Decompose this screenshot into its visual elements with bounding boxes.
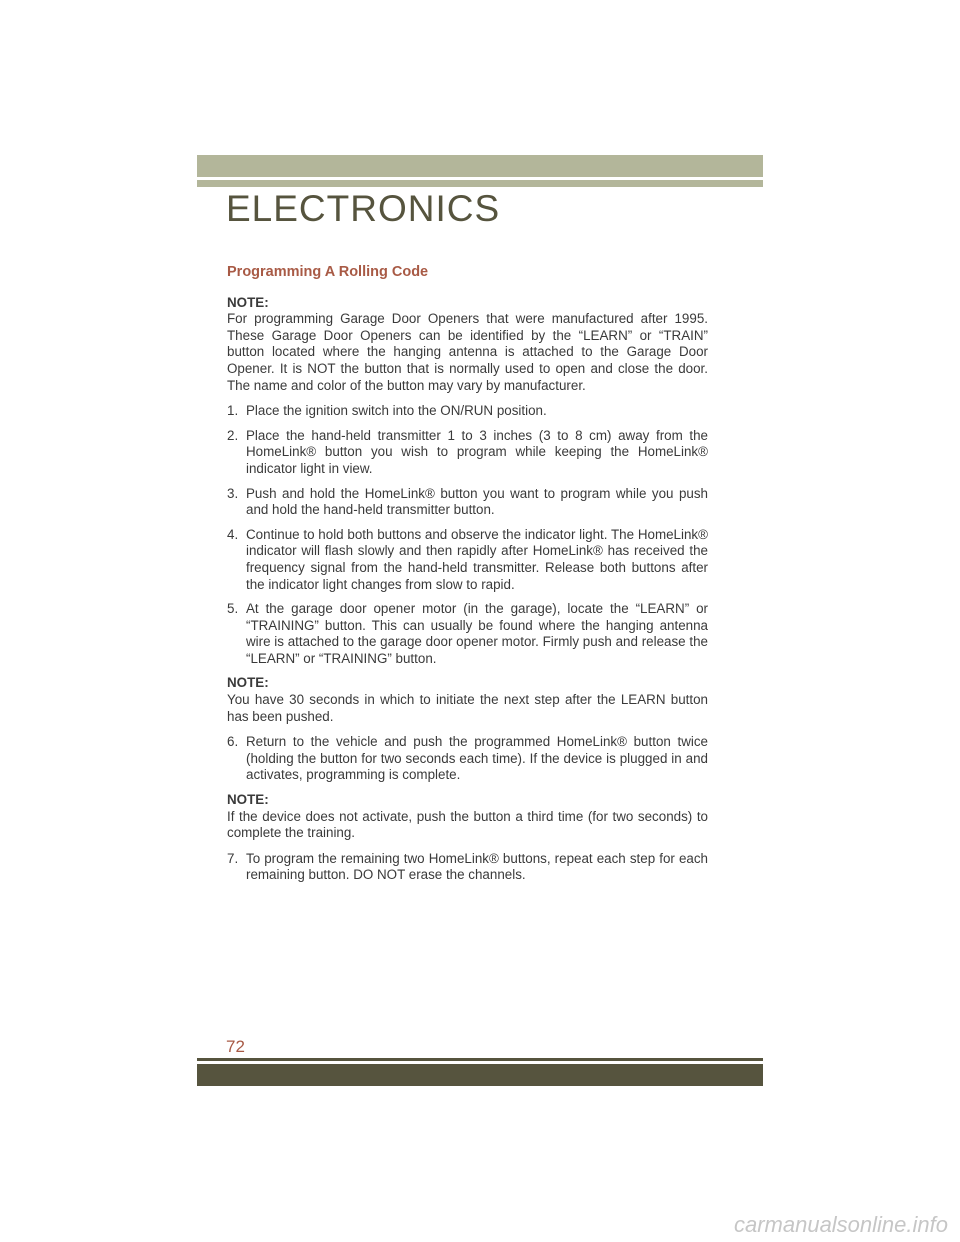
subsection-heading: Programming A Rolling Code: [227, 264, 429, 280]
step-text: Place the ignition switch into the ON/RUN position.: [246, 403, 547, 419]
page-number: 72: [226, 1037, 245, 1056]
header-rule: [197, 180, 763, 187]
step-text: At the garage door opener motor (in the garage), locate the “LEARN” or “TRAINING” button. This can usually be found where the hanging antenna wire is attached to the garage door opener motor. Firmly push and release the “LEARN” or “TRAINING” button.: [246, 601, 708, 666]
step-item: [227, 851, 708, 884]
step-item: [227, 428, 708, 478]
step-text: Return to the vehicle and push the programmed HomeLink® button twice (holding the button for two seconds each time). If the device is plugged in and activates, programming is complete.: [246, 734, 708, 783]
footer-band: [197, 1064, 763, 1086]
step-number: 2.: [227, 427, 239, 443]
step-item: [227, 527, 708, 593]
step-number: 7.: [227, 850, 239, 866]
footer-rule: [197, 1058, 763, 1061]
section-title: ELECTRONICS: [226, 188, 501, 229]
step-text: Push and hold the HomeLink® button you want to program while you push and hold the hand-held transmitter button.: [246, 485, 708, 518]
note-text: You have 30 seconds in which to initiate the next step after the LEARN button has been pushed.: [227, 692, 708, 724]
step-number: 5.: [227, 601, 239, 617]
step-text: To program the remaining two HomeLink® buttons, repeat each step for each remaining button. DO NOT erase the channels.: [246, 850, 708, 883]
page-content: [227, 264, 708, 892]
note-text: If the device does not activate, push the button a third time (for two seconds) to complete the training.: [227, 808, 708, 841]
step-item: [227, 601, 708, 667]
note-label: NOTE:: [227, 294, 269, 310]
note-label: NOTE:: [227, 792, 269, 808]
step-text: Place the hand-held transmitter 1 to 3 inches (3 to 8 cm) away from the HomeLink® button you wish to program while keeping the HomeLink® indicator light in view.: [246, 427, 708, 476]
step-item: [227, 403, 708, 420]
watermark: carmanualsonline.info: [733, 1212, 948, 1237]
step-number: 6.: [227, 734, 239, 750]
step-number: 3.: [227, 485, 239, 501]
note-label: NOTE:: [227, 675, 269, 691]
step-item: [227, 486, 708, 519]
step-number: 1.: [227, 403, 239, 419]
step-number: 4.: [227, 526, 239, 542]
header-band: [197, 155, 763, 177]
note-text: For programming Garage Door Openers that were manufactured after 1995. These Garage Door Openers can be identified by the “LEARN” or “TRAIN” button located where the hanging antenna is attached to the Garage Door Opener. It is NOT the button that is normally used to open and close the door. The name and color of the button may vary by manufacturer.: [227, 311, 708, 393]
step-item: [227, 734, 708, 784]
step-text: Continue to hold both buttons and observe the indicator light. The HomeLink® indicator will flash slowly and then rapidly after HomeLink® has received the frequency signal from the hand-held transmitter. Release both buttons after the indicator light changes from slow to rapid.: [246, 526, 708, 592]
